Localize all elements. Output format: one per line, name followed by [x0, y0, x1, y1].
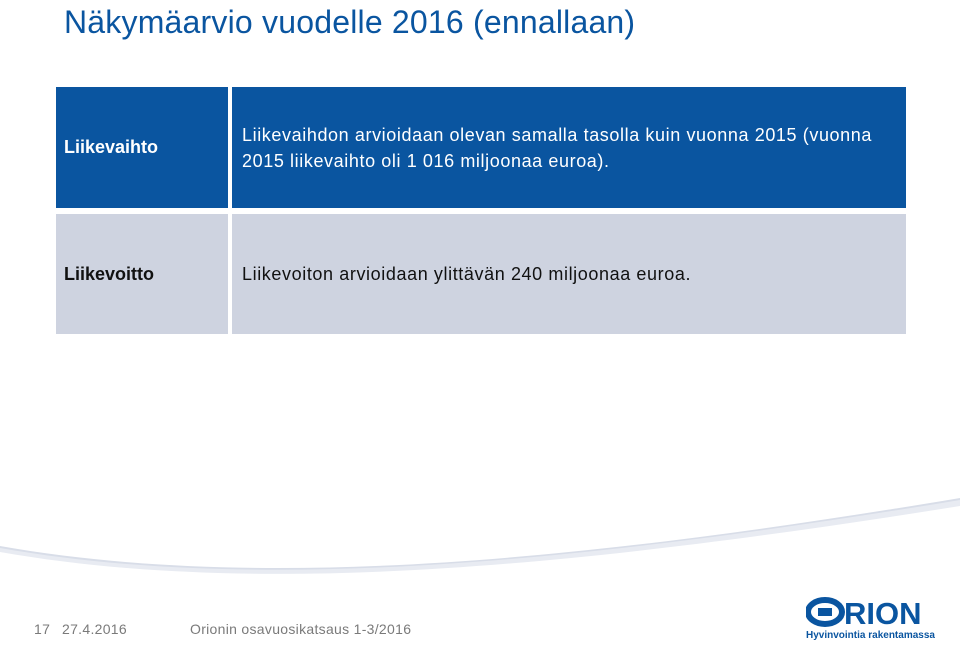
- orion-logo: [806, 594, 936, 641]
- footer-title: Orionin osavuosikatsaus 1-3/2016: [190, 621, 412, 637]
- table-row: [56, 87, 906, 208]
- page-number: 17: [34, 621, 51, 637]
- logo-wordmark: RION: [844, 596, 922, 630]
- row-label: Liikevoitto: [56, 214, 228, 334]
- table-row: [56, 214, 906, 334]
- slide-title: Näkymäarvio vuodelle 2016 (ennallaan): [64, 4, 636, 40]
- row-text: Liikevoiton arvioidaan ylittävän 240 miljoonaa euroa.: [232, 214, 906, 334]
- logo-tagline: Hyvinvointia rakentamassa: [806, 630, 935, 641]
- row-text: Liikevaihdon arvioidaan olevan samalla tasolla kuin vuonna 2015 (vuonna 2015 liikevaihto oli 1 016 miljoonaa euroa).: [232, 87, 906, 208]
- footer-date: 27.4.2016: [62, 621, 127, 637]
- orion-logo-icon: [806, 594, 932, 630]
- row-label: Liikevaihto: [56, 87, 228, 208]
